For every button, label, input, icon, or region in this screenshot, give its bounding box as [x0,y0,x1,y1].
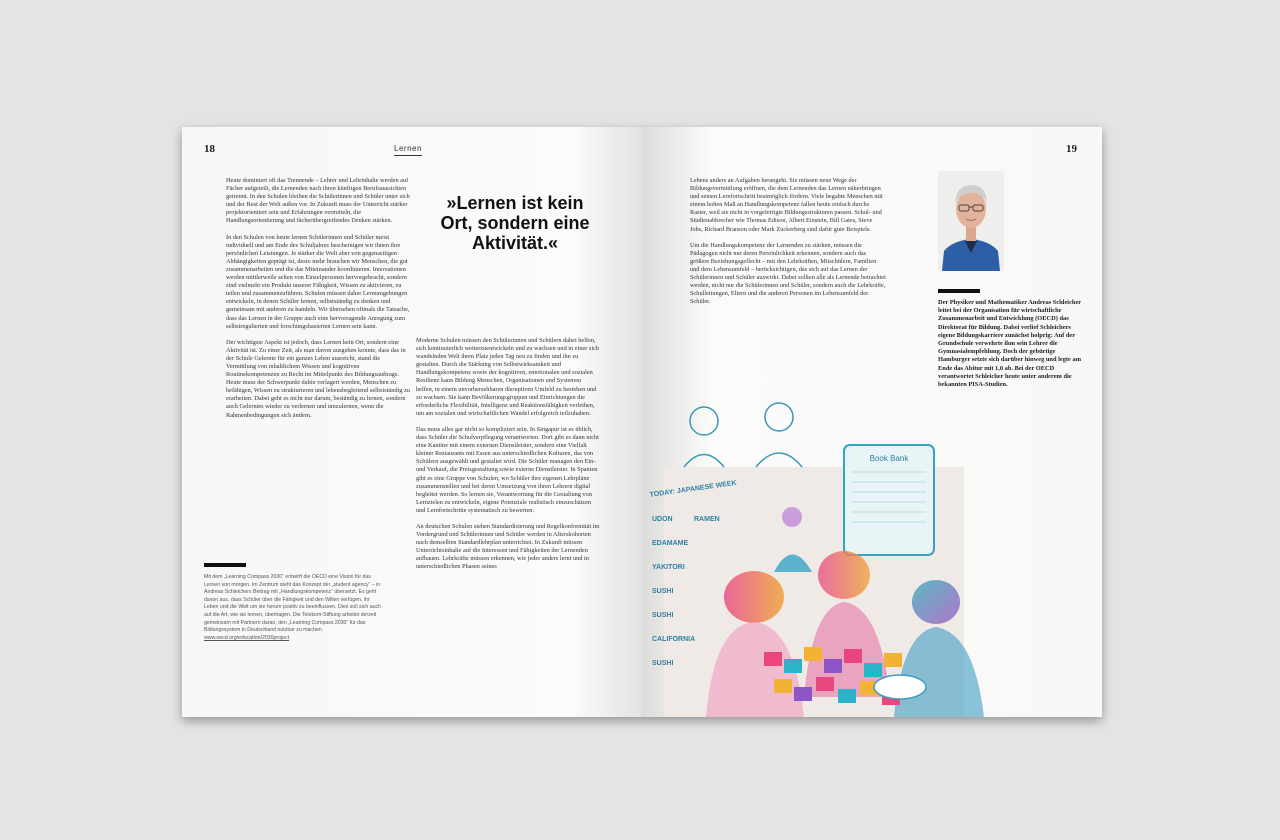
text-column-1 [226,177,410,428]
paragraph: An deutschen Schulen stehen Standardisierung und Regelkonformität im Vordergrund und Schülerinnen und Schüler werden in Alterskohorten nach demselben Standardlehrplan unterrichtet. In Zukunft müssen Unterrichtsinhalte auf die Interessen und Fähigkeiten der Lernenden aufbauen. Lehrkräfte müssen erkennen, wie jeder anders lernt und in unterschiedlichen Phasen seines [416,522,600,571]
menu-item: RAMEN [694,516,720,523]
footnote-link[interactable]: www.oecd.org/education/2030project [204,634,290,641]
text-column-2 [416,337,600,580]
author-portrait [938,171,1004,271]
menu-item: TODAY: JAPANESE WEEK [649,479,738,499]
menu-item: CALIFORNIA [652,636,696,643]
paragraph: In den Schulen von heute lernen Schülerinnen und Schüler meist individuell und am Ende des Schuljahres bescheinigen wir ihnen ihre persönlichen Leistungen. Je stärker die Welt aber von gegenseitigen Abhängigkeiten geprägt ist, desto mehr brauchen wir Menschen, die gut zusammenarbeiten und die das Miteinander koordinieren. Innovationen werden mittlerweile selten von Einzelpersonen hervorgebracht, sondern sind vielmehr ein Produkt unserer Fähigkeit, Wissen zu aktivieren, zu teilen und zusammenzuführen. Schulen müssen daher Lernumgebungen entwickeln, in denen Schüler lernen, selbstständig zu denken und gemeinsam mit anderen zu handeln. Wir übersehen oftmals die Tatsache, dass das Lernen in der Gruppe auch eine hervorragende Anregung zum selbstregulierten und forschungsbasierten Lernen sein kann. [226,233,410,330]
menu-item: SUSHI [652,660,674,667]
footnote-text: Mit dem „Learning Compass 2030“ entwirft die OECD eine Vision für das Lernen von morgen. Im Zentrum steht das Konzept der „student agency“ – in Andreas Schleichers Beitrag mit „Handlungskompetenz“ übersetzt. Es geht davon aus, dass Schüler über die Fähigkeit und den Willen verfügen, ihr Leben und die Welt um sie herum positiv zu beeinflussen. Dies soll sich auch auf die Art, wie sie lernen, übertragen. Die Telekom-Stiftung arbeitet derzeit gemeinsam mit Partnern daran, den „Learning Compass 2030“ für das Bildungssystem in Deutschland nutzbar zu machen. [204,574,381,634]
menu-item: SUSHI [652,612,674,619]
menu-item: UDON [652,516,673,523]
page-number: 18 [204,143,215,155]
tablet-heading: Book Bank [869,454,909,463]
divider-rule [938,289,980,293]
menu-item: YAKITORI [652,564,685,571]
paragraph: Um die Handlungskompetenz der Lernenden zu stärken, müssen die Pädagogen nicht nur deren Persönlichkeit erkennen, sondern auch das größere Beziehungsgeflecht – mit den Lehrkräften, Mitschülern, Familien und dem Lebensumfeld – berücksichtigen, das sich auf das Lernen der Schülerinnen und Schüler auswirkt. Dabei sollten alle als Lernende betrachtet werden, nicht nur die Schülerinnen und Schüler, sondern auch die Lehrkräfte, Schulleitungen, Eltern und die anderen Personen im Lebensumfeld der Schüler. [690,241,886,306]
paragraph: Heute dominiert oft das Trennende – Lehrer und Lehrinhalte werden auf Fächer aufgeteilt, die Lernenden nach ihren künftigen Berufsaussichten getrennt. In den Schulen bleiben die Schülerinnen und Schüler unter sich und der Rest der Welt außen vor. In Zukunft muss der Unterricht stärker projektorientiert sein und Erfahrungen vermitteln, die Handlungsorientierung und fächerübergreifendes Denken stärken. [226,177,410,225]
paragraph: Moderne Schulen müssen den Schülerinnen und Schülern dabei helfen, sich kontinuierlich weiterzuentwickeln und zu wachsen und in einer sich wandelnden Welt ihren Platz jeden Tag neu zu finden und ihn zu gestalten. Durch die Stärkung von Selbstwirksamkeit und Handlungskompetenz sowie der kognitiven, emotionalen und sozialen Resilienz kann Bildung Menschen, Organisationen und Systemen helfen, in einem unvorhersehbaren disruptiven Umfeld zu bestehen und zu wachsen. Sie kann Bevölkerungsgruppen und Einrichtungen die erforderliche Flexibilität, Intelligenz und Reaktionsfähigkeit verleihen, um am sozialen und wirtschaftlichen Wandel erfolgreich teilzuhaben. [416,337,600,417]
text-column-1 [690,177,886,314]
paragraph: Lebens anders an Aufgaben herangeht. Sie müssen neue Wege der Bildungsvermittlung eröffnen, die dem Lernenden das Lernen näherbringen und seinen Lernfortschritt bestmöglich fördern. Viele begabte Menschen mit einem hohen Maß an Handlungskompetenz fallen heute einfach durchs Raster, weil sie nicht in vorgefertigte Bildungsstrukturen passen. Schul- und Studienabbrecher wie Thomas Edison, Albert Einstein, Bill Gates, Steve Jobs, Richard Branson oder Mark Zuckerberg sind dafür gute Beispiele. [690,177,883,233]
paragraph: Der wichtigste Aspekt ist jedoch, dass Lernen kein Ort, sondern eine Aktivität ist. Zu einer Zeit, als man davon ausgehen konnte, dass das in der Schule Gelernte für ein ganzes Leben ausreicht, stand die Vermittlung von inhaltlichem Wissen und kognitiven Routinekompetenzen zu Recht im Mittelpunkt des Bildungsauftrags. Heute muss der Schwerpunkt dahin verlagert werden, Menschen zu befähigen, Wissen zu strukturieren und lebensbegleitend selbstständig zu erarbeiten. Dabei geht es nicht nur darum, beständig zu lernen, sondern auch Gelerntes wieder zu verlernen und umzulernen, wenn die Rahmenbedingungen sich ändern. [226,338,410,419]
left-page [182,127,642,717]
divider-rule [204,563,246,567]
page-number: 19 [1066,143,1077,155]
section-label: Lernen [394,144,422,156]
menu-item: SUSHI [652,588,674,595]
cafeteria-illustration [644,397,1004,717]
pull-quote: »Lernen ist kein Ort, sondern eine Aktivität.« [440,193,590,253]
magazine-spread [182,127,1102,717]
menu-item: EDAMAME [652,540,689,547]
paragraph: Das muss alles gar nicht so kompliziert sein. In Singapur ist es üblich, dass Schüler die Schulverpflegung verantworten. Dort gibt es dann nicht eine Kantine mit einem externen Dienstleister, sondern eine Vielfalt kleiner Restaurants mit Essen aus unterschiedlichen Kulturen, das von Schülern ausgewählt und gestaltet wird. Die Schüler managen den Ein- und Verkauf, die Preisgestaltung sowie externe Dienstleister. In Spanien gibt es eine Gruppe von Schulen, wo Schüler ihre eigenen Lehrpläne zusammenstellen und bei deren Umsetzung von ihren Lehrern digital begleitet werden. So lernen sie, Verantwortung für die Gestaltung von Lernzielen zu entwickeln, eigene Potenziale realistisch einzuschätzen und Lernfortschritte systematisch zu bewerten. [416,425,599,514]
right-page [642,127,1102,717]
author-bio: Der Physiker und Mathematiker Andreas Schleicher leitet bei der Organisation für wirtschaftliche Zusammenarbeit und Entwicklung (OECD) das Direktorat für Bildung. Dabei verlief Schleichers eigene Bildungskarriere zunächst holprig: Auf der Grundschule verwehrte ihm sein Lehrer die Gymnasialempfehlung. Doch der gebürtige Hamburger setzte sich darüber hinweg und legte am Ende das Abitur mit 1,0 ab. Bei der OECD verantwortet Schleicher heute unter anderem die bekannten PISA-Studien. [938,299,1082,389]
footnote [204,574,384,642]
